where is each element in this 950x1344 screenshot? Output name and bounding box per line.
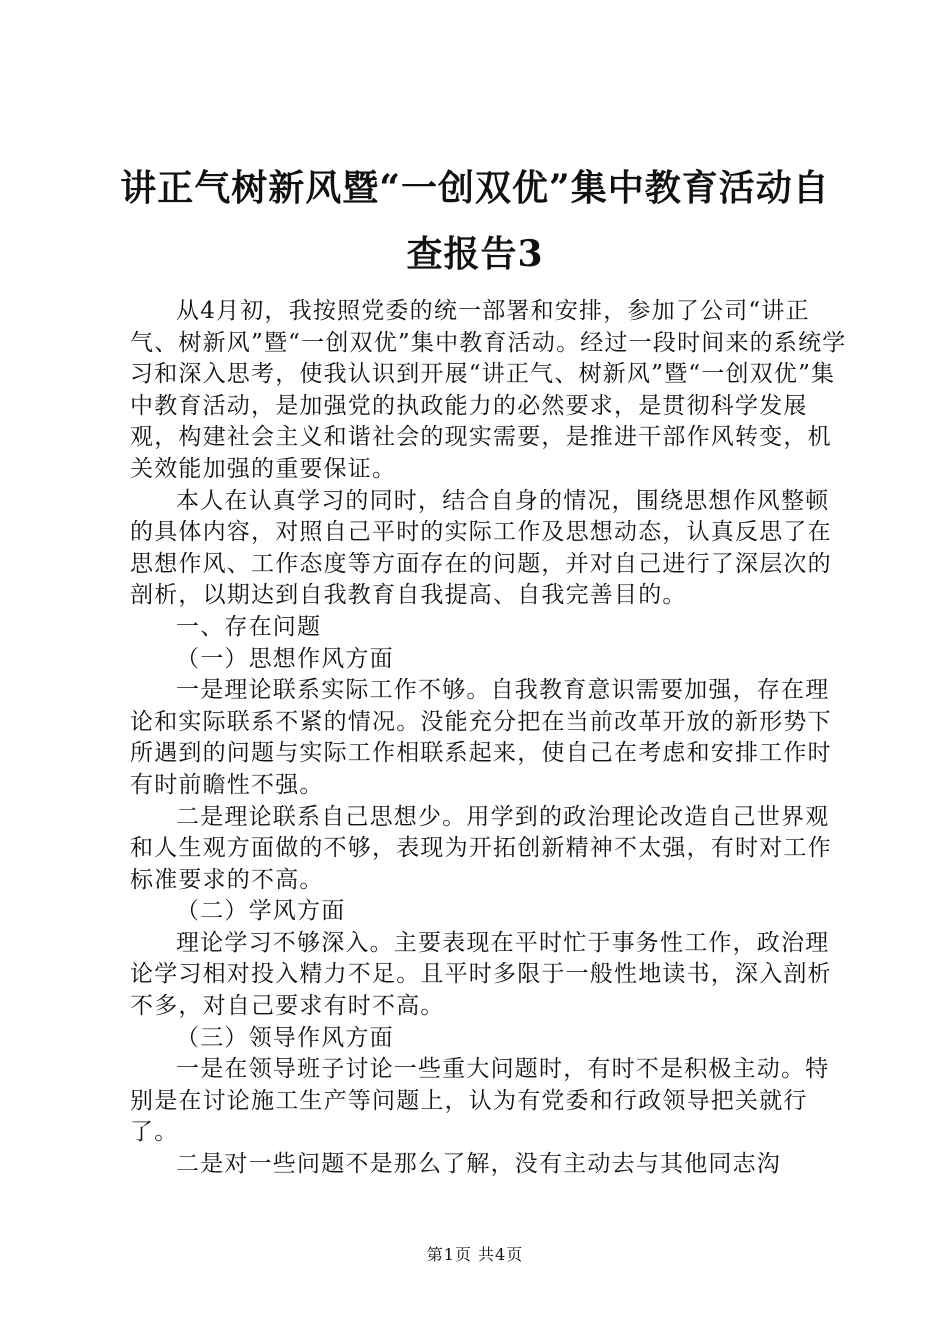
paragraph: 理论学习不够深入。主要表现在平时忙于事务性工作，政治理论学习相对投入精力不足。且平时多限于一般性地读书，深入剖析不多，对自己要求有时不高。 (130, 929, 832, 1020)
paragraph: 一是理论联系实际工作不够。自我教育意识需要加强，存在理论和实际联系不紧的情况。没能充分把在当前改革开放的新形势下所遇到的问题与实际工作相联系起来，使自己在考虑和安排工作时有时前瞻性不强。 (130, 677, 832, 798)
paragraph: 二是理论联系自己思想少。用学到的政治理论改造自己世界观和人生观方面做的不够，表现为开拓创新精神不太强，有时对工作标准要求的不高。 (130, 803, 832, 893)
document-title-line-2: 查报告3 (406, 233, 544, 275)
subsection-heading: （二）学风方面 (176, 898, 346, 925)
document-title-line-1: 讲正气树新风暨“一创双优”集中教育活动自 (120, 167, 830, 209)
page-number-footer: 第1页 共4页 (426, 1245, 524, 1264)
paragraph: 本人在认真学习的同时，结合自身的情况，围绕思想作风整顿的具体内容，对照自己平时的实际工作及思想动态，认真反思了在思想作风、工作态度等方面存在的问题，并对自己进行了深层次的剖析，以期达到自我教育自我提高、自我完善目的。 (130, 487, 832, 609)
subsection-heading: （三）领导作风方面 (176, 1024, 394, 1051)
subsection-heading: （一）思想作风方面 (176, 645, 394, 672)
section-heading: 一、存在问题 (176, 613, 322, 640)
paragraph: 二是对一些问题不是那么了解，没有主动去与其他同志沟 (176, 1151, 781, 1178)
paragraph: 从4月初，我按照党委的统一部署和安排，参加了公司“讲正气、树新风”暨“一创双优”集中教育活动。经过一段时间来的系统学习和深入思考，使我认识到开展“讲正气、树新风”暨“一创双优”集中教育活动，是加强党的执政能力的必然要求，是贯彻科学发展观，构建社会主义和谐社会的现实需要，是推进干部作风转变，机关效能加强的重要保证。 (130, 298, 847, 482)
paragraph: 一是在领导班子讨论一些重大问题时，有时不是积极主动。特别是在讨论施工生产等问题上，认为有党委和行政领导把关就行了。 (130, 1056, 830, 1146)
document-body (130, 296, 850, 1181)
